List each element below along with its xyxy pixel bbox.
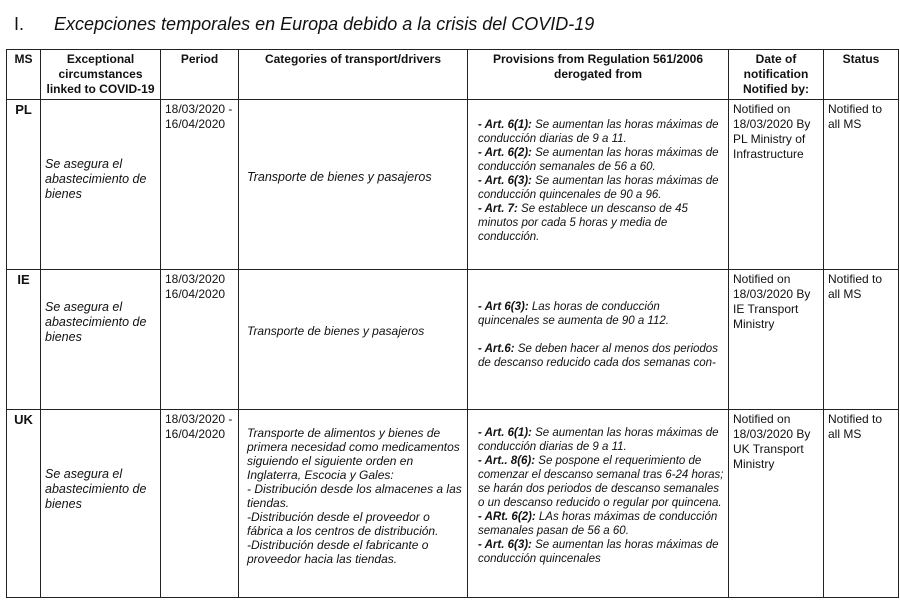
categories-text [243,426,463,566]
exceptional-text: Se asegura el abastecimiento de bienes [45,467,147,511]
category-line: - Distribución desde los almacenes a las tiendas. [247,482,462,510]
table-row [7,100,899,270]
provision-item: - Art 6(3): Las horas de conducción quincenales se aumenta de 90 a 112. [478,301,669,327]
header-period: Period [161,50,239,100]
provision-item: - ARt. 6(2): LAs horas máximas de conducción semanales pasan de 56 a 60. [478,511,718,537]
table-row [7,410,899,598]
exceptions-table [6,49,899,598]
section-number: I. [14,14,25,34]
exceptional-cell [41,100,161,270]
provision-item: - Art. 6(3): Se aumentan las horas máximas de conducción quincenales de 90 a 96. [478,175,719,201]
category-line: Transporte de alimentos y bienes de primera necesidad como medicamentos siguiendo el siguiente orden en Inglaterra, Escocia y Gales: [247,426,460,482]
status-cell: Notified to all MS [824,100,899,270]
status-cell: Notified to all MS [824,410,899,598]
header-exceptional: Exceptional circumstances linked to COVID-19 [41,50,161,100]
exceptional-cell [41,270,161,410]
date-cell: Notified on 18/03/2020 By IE Transport Ministry [729,270,824,410]
provisions-cell [468,410,729,598]
provision-item: - Art. 6(1): Se aumentan las horas máximas de conducción diarias de 9 a 11. [478,427,719,453]
provision-item: - Art.. 8(6): Se pospone el requerimiento de comenzar el descanso semanal tras 6-24 horas; se harán dos periodos de descanso semanales o un descanso reducido o regular por quincena. [478,455,724,509]
provision-item: - Art. 6(2): Se aumentan las horas máximas de conducción semanales de 56 a 60. [478,147,719,173]
categories-cell [239,410,468,598]
provision-item: - Art. 6(1): Se aumentan las horas máximas de conducción diarias de 9 a 11. [478,119,719,145]
table-row [7,270,899,410]
categories-text: Transporte de bienes y pasajeros [247,170,432,184]
provisions-cell [468,270,729,410]
category-line: -Distribución desde el proveedor o fábrica a los centros de distribución. [247,510,439,538]
ms-cell: IE [7,270,41,410]
categories-text: Transporte de bienes y pasajeros [247,324,425,338]
exceptional-text: Se asegura el abastecimiento de bienes [45,157,147,201]
exceptional-text: Se asegura el abastecimiento de bienes [45,300,147,344]
status-cell: Notified to all MS [824,270,899,410]
date-cell: Notified on 18/03/2020 By UK Transport Ministry [729,410,824,598]
provision-item: - Art. 7: Se establece un descanso de 45 minutos por cada 5 horas y media de conducción. [478,203,688,243]
header-ms: MS [7,50,41,100]
period-cell: 18/03/2020 - 16/04/2020 [161,100,239,270]
provision-item: - Art.6: Se deben hacer al menos dos periodos de descanso reducido cada dos semanas con- [478,343,718,369]
ms-cell: PL [7,100,41,270]
provisions-list [472,118,724,244]
provisions-list [472,300,724,370]
period-cell: 18/03/2020 - 16/04/2020 [161,410,239,598]
section-title: Excepciones temporales en Europa debido a la crisis del COVID-19 [54,14,595,34]
categories-cell [239,100,468,270]
header-categories: Categories of transport/drivers [239,50,468,100]
provisions-cell [468,100,729,270]
category-line: -Distribución desde el fabricante o proveedor hacia las tiendas. [247,538,429,566]
header-provisions: Provisions from Regulation 561/2006 derogated from [468,50,729,100]
categories-cell [239,270,468,410]
date-cell: Notified on 18/03/2020 By PL Ministry of Infrastructure [729,100,824,270]
ms-cell: UK [7,410,41,598]
section-heading [14,14,594,35]
header-date: Date of notification Notified by: [729,50,824,100]
header-status: Status [824,50,899,100]
exceptional-cell [41,410,161,598]
period-cell: 18/03/2020 16/04/2020 [161,270,239,410]
provision-item: - Art. 6(3): Se aumentan las horas máximas de conducción quincenales [478,539,719,565]
table-header-row [7,50,899,100]
provisions-list [472,426,724,566]
